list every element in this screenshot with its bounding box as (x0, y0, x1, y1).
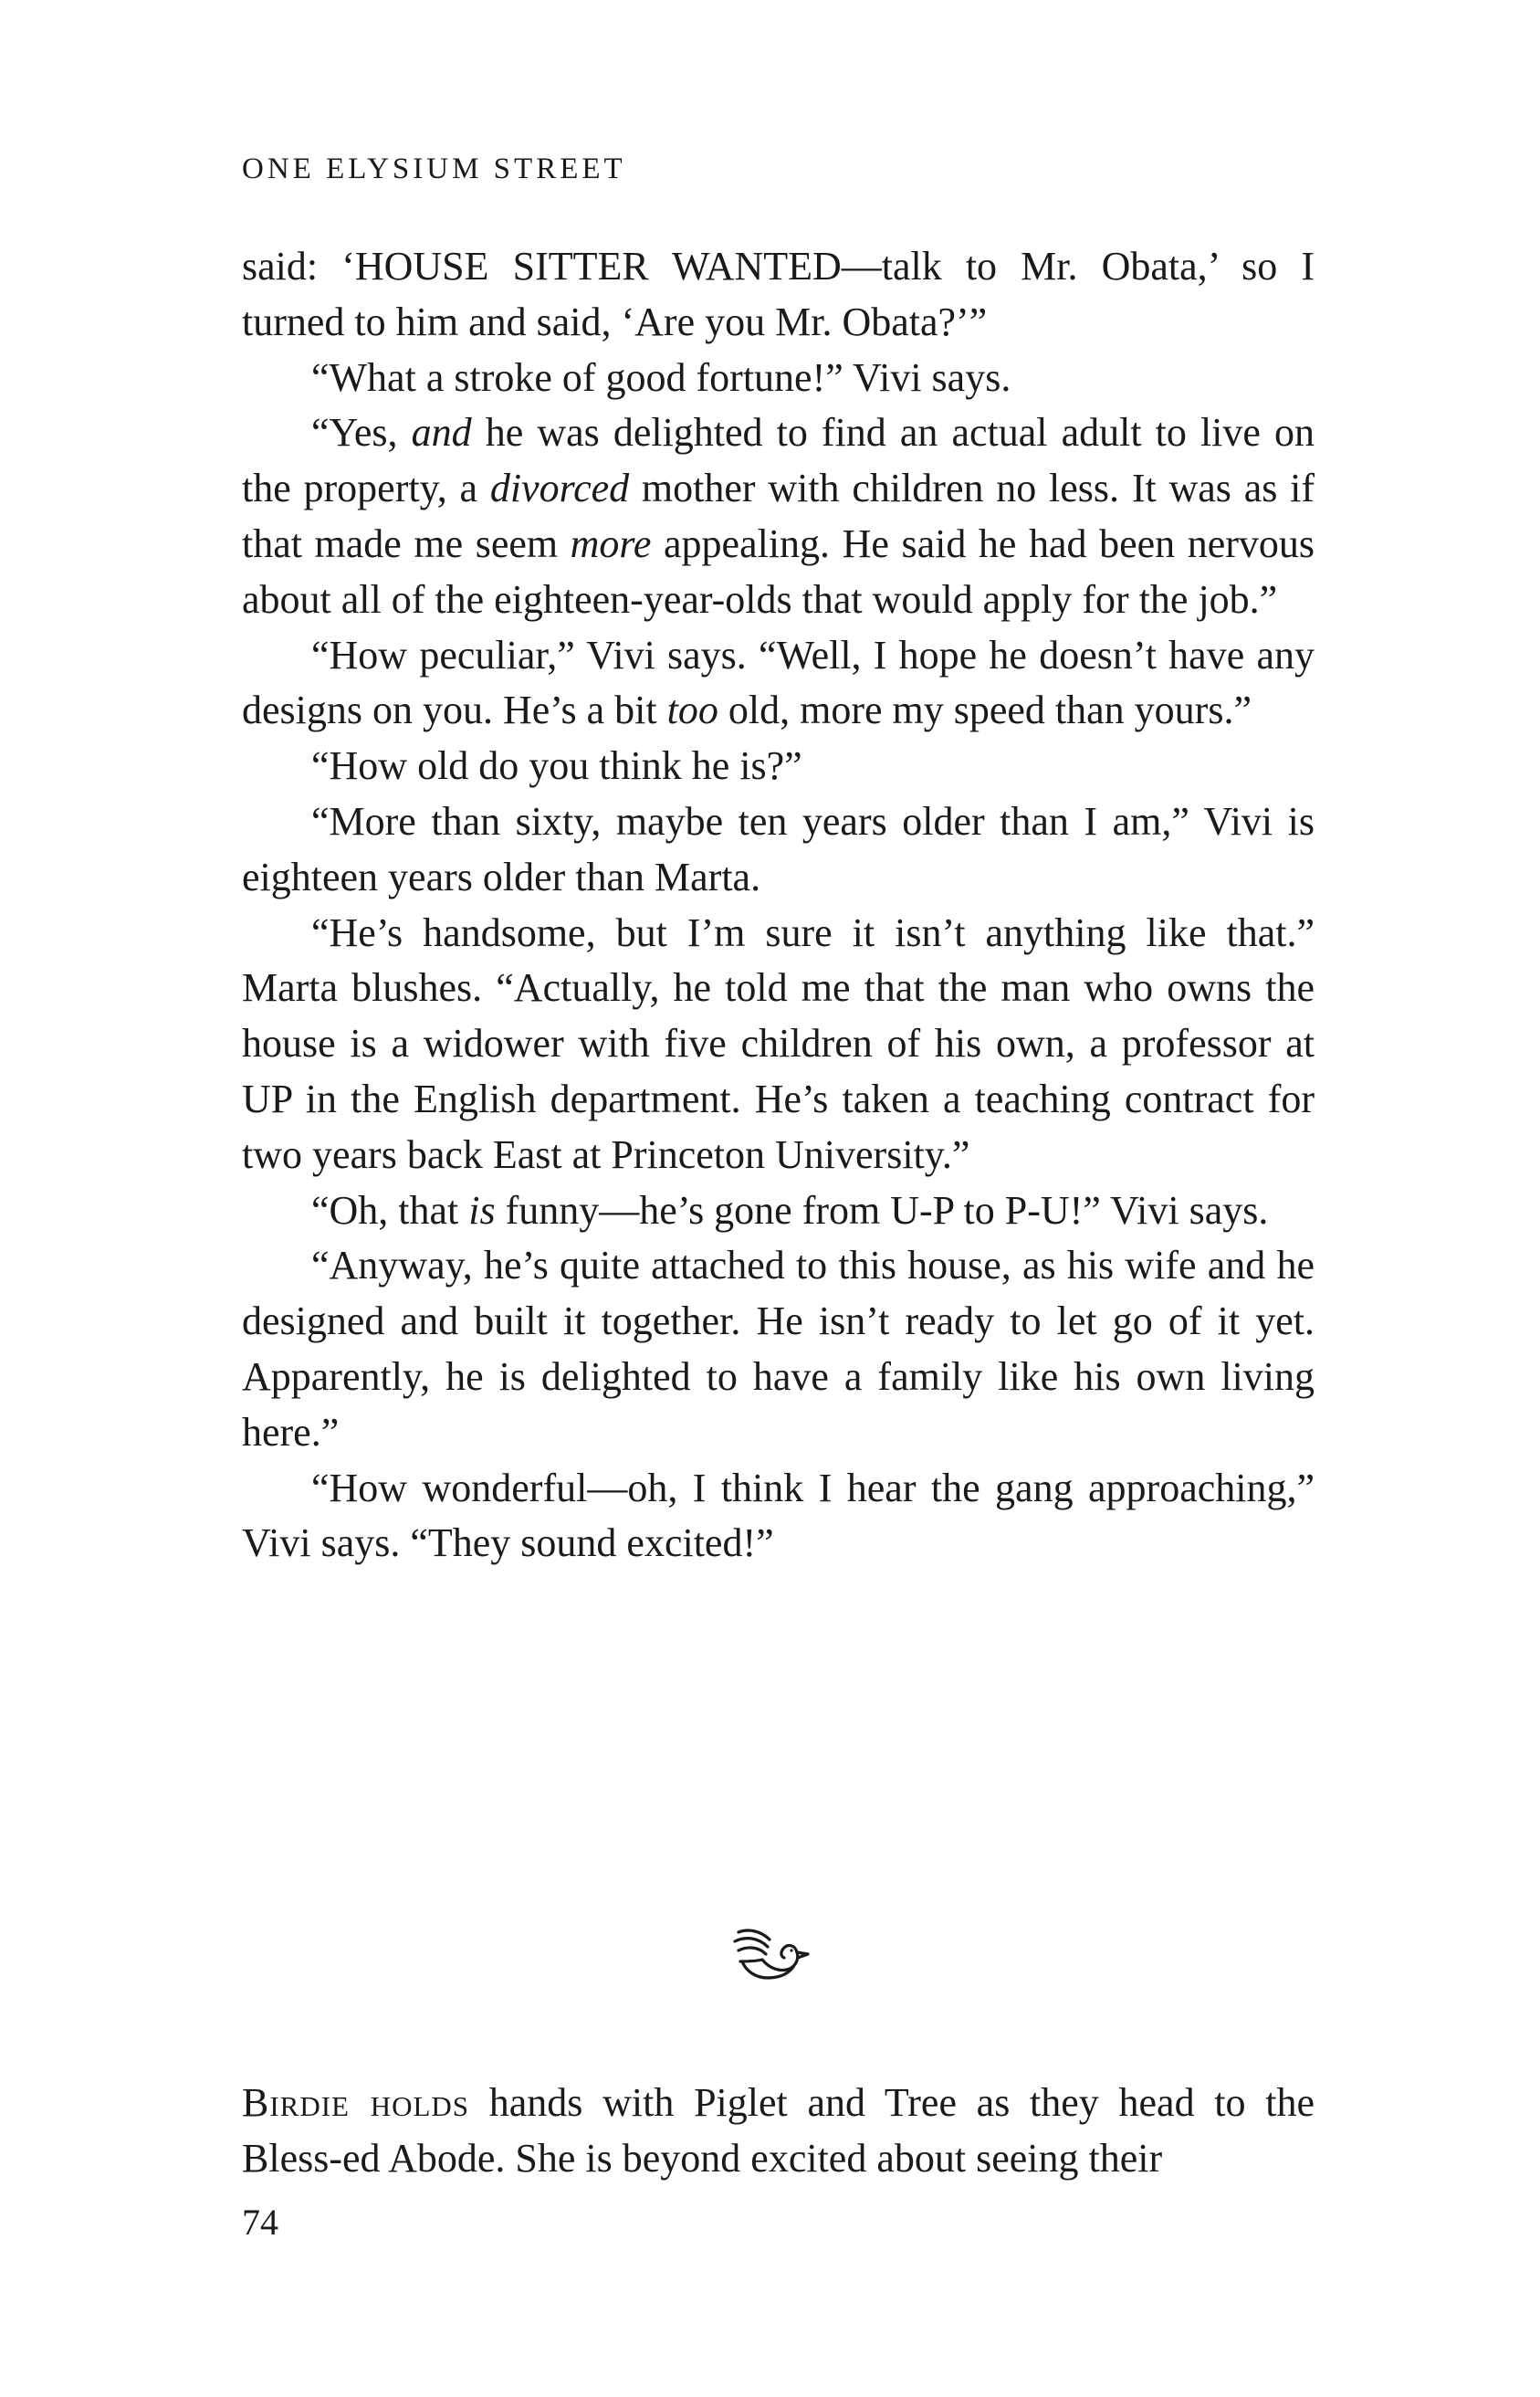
text-run: “Anyway, he’s quite attached to this house, as his wife and he designed and built it together. He isn’t ready to let go of it yet. Apparently, he is delighted to have a family like his own living here.” (242, 1243, 1315, 1455)
text-run: “How wonderful—oh, I think I hear the gang approaching,” Vivi says. “They sound excited!” (242, 1465, 1315, 1566)
text-run: “More than sixty, maybe ten years older than I am,” Vivi is eighteen years older than Marta. (242, 798, 1315, 899)
page-number: 74 (242, 2202, 278, 2243)
emphasis-text: is (468, 1187, 496, 1233)
text-run: “What a stroke of good fortune!” Vivi says. (311, 354, 1011, 400)
text-run: old, more my speed than yours.” (718, 688, 1252, 733)
text-run: appealing. He said he had been nervous about all of the eighteen-year-olds that would apply for the job.” (242, 520, 1315, 622)
emphasis-text: and (411, 410, 472, 456)
section-opening (242, 2075, 1315, 2186)
text-run: “How old do you think he is?” (311, 743, 802, 789)
bird-icon (733, 1925, 812, 1985)
paragraph (242, 1183, 1315, 1239)
text-run: “Oh, that (311, 1187, 469, 1233)
section-lead-in: Birdie holds (242, 2080, 470, 2125)
text-run: “He’s handsome, but I’m sure it isn’t anything like that.” Marta blushes. “Actually, he told me that the man who owns the house is a widower with five children of his own, a professor at UP in the English department. He’s taken a teaching contract for two years back East at Princeton University.” (242, 909, 1315, 1177)
text-run: “Yes, (311, 410, 412, 456)
text-run: funny—he’s gone from U-P to P-U!” Vivi says. (495, 1187, 1269, 1233)
emphasis-text: divorced (489, 466, 630, 511)
paragraph (242, 1461, 1315, 1572)
paragraph (242, 739, 1315, 794)
running-head: ONE ELYSIUM STREET (242, 152, 626, 185)
text-run: said: ‘HOUSE SITTER WANTED—talk to Mr. Obata,’ so I turned to him and said, ‘Are you Mr. Obata?’” (242, 244, 1315, 344)
paragraph (242, 351, 1315, 406)
paragraph (242, 794, 1315, 906)
paragraph (242, 239, 1315, 351)
paragraph (242, 628, 1315, 740)
text-run: he was delighted to find an actual adult to live on the property, a (242, 410, 1315, 511)
section-opening-text: hands with Piglet and Tree as they head to the Bless-ed Abode. She is beyond excited about seeing their (242, 2080, 1315, 2181)
paragraph (242, 1238, 1315, 1460)
paragraph (242, 405, 1315, 627)
emphasis-text: too (666, 688, 718, 733)
paragraph (242, 906, 1315, 1183)
body-text (242, 239, 1315, 1572)
emphasis-text: more (570, 520, 652, 566)
text-run: mother with children no less. It was as if that made me seem (242, 466, 1315, 566)
text-run: “How peculiar,” Vivi says. “Well, I hope he doesn’t have any designs on you. He’s a bit (242, 632, 1315, 733)
